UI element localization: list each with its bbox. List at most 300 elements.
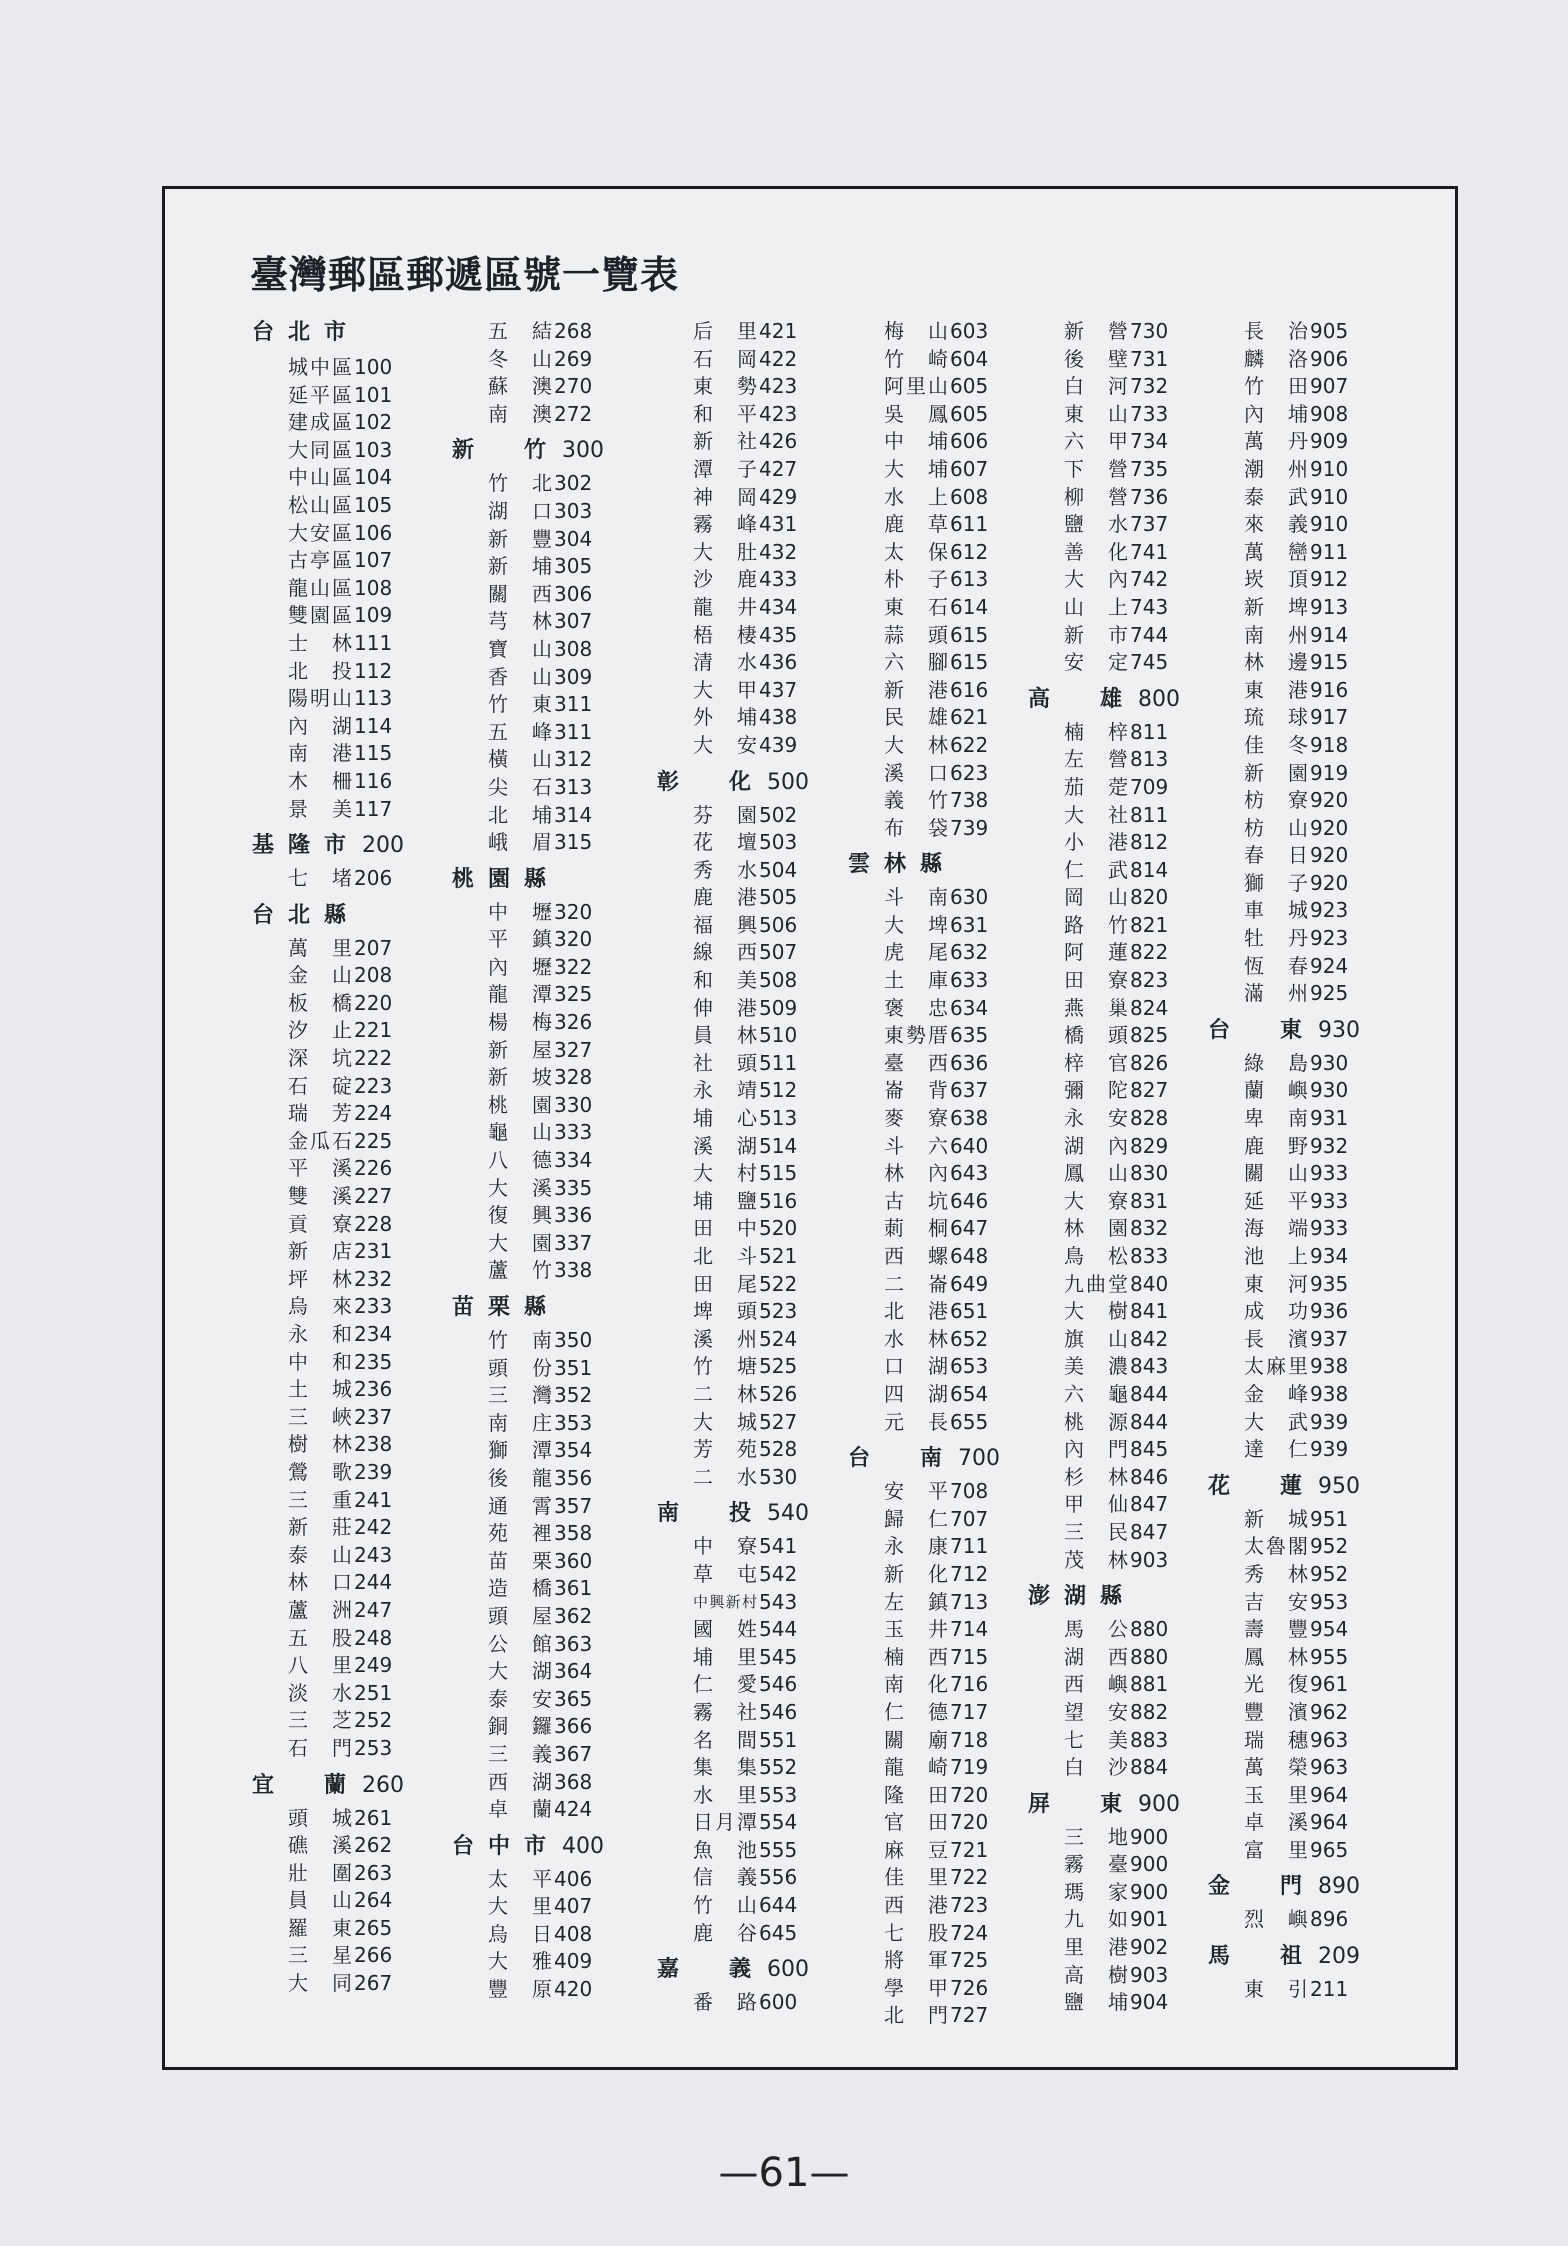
postal-code: 516 — [759, 1188, 798, 1213]
postal-code: 910 — [1310, 484, 1349, 509]
page-title: 臺灣郵區郵遞區號一覽表 — [250, 253, 680, 297]
place-name: 七堵 — [288, 866, 352, 891]
postal-code: 350 — [554, 1328, 593, 1352]
place-name: 八德 — [488, 1148, 552, 1173]
postal-entry — [657, 1589, 809, 1617]
postal-entry — [848, 1533, 1000, 1561]
postal-entry — [848, 428, 1000, 456]
place-name: 褒忠 — [884, 995, 948, 1020]
place-name: 鶯歌 — [288, 1459, 352, 1484]
postal-entry — [657, 1464, 809, 1492]
postal-code: 721 — [950, 1837, 989, 1862]
place-name: 新莊 — [288, 1515, 352, 1540]
place-name: 霧社 — [693, 1699, 757, 1724]
postal-entry — [1208, 1215, 1360, 1243]
place-name: 三星 — [288, 1943, 352, 1968]
place-name: 太保 — [884, 539, 948, 564]
column-2 — [452, 318, 604, 2004]
place-name: 臺西 — [884, 1050, 948, 1075]
place-name: 杉林 — [1064, 1464, 1128, 1489]
place-name: 中興新村 — [693, 1592, 757, 1611]
place-name: 平溪 — [288, 1156, 352, 1181]
place-name: 燕巢 — [1064, 995, 1128, 1020]
postal-entry — [252, 1860, 404, 1888]
postal-code: 822 — [1130, 940, 1169, 965]
postal-entry — [1208, 1644, 1360, 1672]
postal-entry — [252, 630, 404, 658]
column-4 — [848, 318, 1000, 2030]
postal-entry — [252, 796, 404, 824]
postal-entry — [657, 484, 809, 512]
place-name: 頭屋 — [488, 1603, 552, 1628]
postal-entry — [657, 1644, 809, 1672]
postal-entry — [452, 373, 604, 401]
postal-code: 621 — [950, 705, 989, 730]
postal-entry — [452, 346, 604, 374]
postal-code: 511 — [759, 1050, 798, 1075]
place-name: 石門 — [288, 1735, 352, 1760]
postal-entry — [657, 456, 809, 484]
postal-entry — [252, 1735, 404, 1763]
place-name: 柳營 — [1064, 484, 1128, 509]
postal-entry — [848, 1160, 1000, 1188]
postal-entry — [252, 575, 404, 603]
postal-code: 632 — [950, 940, 989, 965]
postal-code: 362 — [554, 1603, 593, 1628]
postal-entry — [848, 912, 1000, 940]
postal-entry — [1028, 346, 1180, 374]
postal-code: 207 — [354, 935, 393, 960]
postal-code: 313 — [554, 774, 593, 799]
postal-entry — [1208, 1506, 1360, 1534]
place-name: 平鎮 — [488, 927, 552, 952]
place-name: 將軍 — [884, 1948, 948, 1973]
postal-code: 100 — [354, 355, 393, 379]
postal-code: 900 — [1138, 1791, 1180, 1817]
place-name: 竹北 — [488, 471, 552, 496]
postal-entry — [1028, 774, 1180, 802]
postal-code: 307 — [554, 609, 593, 634]
postal-code: 508 — [759, 968, 798, 993]
place-name: 芳苑 — [693, 1437, 757, 1462]
postal-entry — [1028, 719, 1180, 747]
place-name: 大雅 — [488, 1949, 552, 1974]
place-name: 鳥松 — [1064, 1244, 1128, 1268]
postal-entry — [848, 566, 1000, 594]
postal-entry — [452, 1202, 604, 1230]
postal-code: 827 — [1130, 1078, 1169, 1103]
postal-code: 909 — [1310, 429, 1349, 454]
place-name: 大甲 — [693, 677, 757, 702]
postal-entry — [848, 787, 1000, 815]
postal-entry — [452, 1465, 604, 1493]
postal-code: 649 — [950, 1271, 989, 1296]
postal-code: 811 — [1130, 719, 1169, 744]
postal-entry — [657, 1920, 809, 1948]
postal-entry — [657, 649, 809, 677]
postal-entry — [1028, 1547, 1180, 1575]
postal-entry — [452, 1520, 604, 1548]
place-name: 新營 — [1064, 319, 1128, 343]
postal-code: 243 — [354, 1542, 393, 1567]
place-name: 日月潭 — [693, 1810, 757, 1835]
place-name: 小港 — [1064, 830, 1128, 855]
postal-entry — [657, 594, 809, 622]
postal-entry — [848, 1298, 1000, 1326]
place-name: 和平 — [693, 401, 757, 426]
place-name: 員林 — [693, 1023, 757, 1048]
place-name: 來義 — [1244, 512, 1308, 537]
postal-code: 432 — [759, 539, 798, 564]
postal-code: 919 — [1310, 760, 1349, 785]
postal-code: 952 — [1310, 1534, 1349, 1559]
postal-code: 720 — [950, 1810, 989, 1835]
place-name: 桃源 — [1064, 1409, 1128, 1434]
postal-code: 305 — [554, 554, 593, 579]
postal-entry — [452, 926, 604, 954]
postal-entry — [657, 1671, 809, 1699]
postal-code: 226 — [354, 1156, 393, 1181]
place-name: 社頭 — [693, 1050, 757, 1075]
postal-entry — [657, 1892, 809, 1920]
postal-code: 302 — [554, 471, 593, 496]
place-name: 林邊 — [1244, 650, 1308, 675]
postal-entry — [848, 1506, 1000, 1534]
place-name: 三峽 — [288, 1404, 352, 1429]
postal-entry — [657, 884, 809, 912]
postal-code: 365 — [554, 1686, 593, 1711]
place-name: 瑞穗 — [1244, 1727, 1308, 1752]
place-name: 內門 — [1064, 1437, 1128, 1462]
postal-code: 434 — [759, 594, 798, 619]
place-name: 獅子 — [1244, 870, 1308, 895]
postal-code: 727 — [950, 2003, 989, 2028]
place-name: 竹田 — [1244, 374, 1308, 399]
postal-code: 920 — [1310, 843, 1349, 868]
place-name: 礁溪 — [288, 1833, 352, 1858]
place-name: 土庫 — [884, 968, 948, 993]
place-name: 雙溪 — [288, 1184, 352, 1209]
postal-entry — [252, 354, 404, 382]
postal-code: 525 — [759, 1354, 798, 1379]
postal-entry — [1028, 511, 1180, 539]
place-name: 線西 — [693, 940, 757, 965]
place-name: 口湖 — [884, 1354, 948, 1379]
place-name: 池上 — [1244, 1244, 1308, 1268]
postal-entry — [1208, 1298, 1360, 1326]
postal-entry — [1208, 704, 1360, 732]
postal-entry — [1028, 1353, 1180, 1381]
postal-entry — [1208, 980, 1360, 1008]
postal-entry — [1208, 484, 1360, 512]
postal-code: 731 — [1130, 346, 1169, 371]
postal-entry — [452, 1382, 604, 1410]
postal-entry — [657, 1298, 809, 1326]
postal-code: 647 — [950, 1216, 989, 1241]
place-name: 冬山 — [488, 346, 552, 371]
postal-entry — [1208, 1326, 1360, 1354]
postal-code: 930 — [1310, 1078, 1349, 1103]
place-name: 下營 — [1064, 456, 1128, 481]
postal-code: 830 — [1130, 1161, 1169, 1186]
postal-entry — [1208, 1160, 1360, 1188]
region-header — [1028, 1782, 1180, 1824]
postal-entry — [1208, 1589, 1360, 1617]
place-name: 建成區 — [288, 410, 352, 435]
place-name: 橫山 — [488, 747, 552, 772]
postal-entry — [657, 566, 809, 594]
postal-code: 636 — [950, 1050, 989, 1075]
place-name: 番路 — [693, 1990, 757, 2015]
region-name: 台北縣 — [252, 902, 346, 928]
postal-code: 266 — [354, 1943, 393, 1968]
place-name: 民雄 — [884, 705, 948, 730]
postal-entry — [252, 1155, 404, 1183]
postal-code: 104 — [354, 465, 393, 490]
place-name: 大肚 — [693, 539, 757, 564]
postal-code: 543 — [759, 1589, 798, 1614]
postal-entry — [1208, 539, 1360, 567]
postal-entry — [1028, 802, 1180, 830]
postal-code: 952 — [1310, 1561, 1349, 1586]
postal-code: 361 — [554, 1576, 593, 1601]
postal-code: 252 — [354, 1708, 393, 1733]
postal-entry — [252, 437, 404, 465]
postal-code: 513 — [759, 1106, 798, 1131]
postal-entry — [1208, 1105, 1360, 1133]
postal-code: 427 — [759, 456, 798, 481]
postal-code: 335 — [554, 1175, 593, 1200]
place-name: 牡丹 — [1244, 926, 1308, 951]
postal-entry — [452, 1009, 604, 1037]
place-name: 延平區 — [288, 382, 352, 407]
postal-code: 635 — [950, 1023, 989, 1048]
place-name: 東石 — [884, 594, 948, 619]
postal-entry — [252, 1514, 404, 1542]
postal-entry — [657, 802, 809, 830]
place-name: 左營 — [1064, 747, 1128, 772]
postal-code: 320 — [554, 899, 593, 924]
place-name: 布袋 — [884, 815, 948, 840]
postal-entry — [848, 995, 1000, 1023]
postal-entry — [1028, 566, 1180, 594]
place-name: 佳里 — [884, 1865, 948, 1890]
postal-entry — [252, 658, 404, 686]
postal-entry — [848, 594, 1000, 622]
postal-code: 554 — [759, 1810, 798, 1835]
place-name: 六甲 — [1064, 429, 1128, 454]
postal-code: 964 — [1310, 1810, 1349, 1835]
place-name: 長濱 — [1244, 1326, 1308, 1351]
postal-code: 260 — [362, 1772, 404, 1798]
place-name: 斗南 — [884, 885, 948, 910]
place-name: 梓官 — [1064, 1050, 1128, 1075]
column-1 — [252, 318, 404, 1998]
postal-code: 634 — [950, 995, 989, 1020]
place-name: 信義 — [693, 1865, 757, 1890]
region-header — [657, 1491, 809, 1533]
postal-code: 707 — [950, 1506, 989, 1531]
place-name: 楠梓 — [1064, 719, 1128, 744]
region-name: 基隆市 — [252, 833, 346, 859]
postal-entry — [848, 1671, 1000, 1699]
place-name: 三芝 — [288, 1708, 352, 1733]
place-name: 大溪 — [488, 1175, 552, 1200]
postal-entry — [657, 1782, 809, 1810]
place-name: 新埔 — [488, 554, 552, 579]
postal-code: 556 — [759, 1865, 798, 1890]
place-name: 二林 — [693, 1381, 757, 1406]
postal-entry — [1208, 1271, 1360, 1299]
postal-entry — [657, 428, 809, 456]
postal-entry — [252, 1680, 404, 1708]
postal-entry — [452, 608, 604, 636]
postal-code: 906 — [1310, 346, 1349, 371]
postal-code: 338 — [554, 1258, 593, 1283]
postal-entry — [1028, 649, 1180, 677]
postal-entry — [848, 484, 1000, 512]
region-name: 花蓮 — [1208, 1473, 1302, 1499]
postal-entry — [1208, 622, 1360, 650]
place-name: 琉球 — [1244, 705, 1308, 730]
place-name: 通霄 — [488, 1493, 552, 1518]
postal-code: 745 — [1130, 650, 1169, 675]
postal-entry — [452, 1893, 604, 1921]
place-name: 關廟 — [884, 1727, 948, 1752]
place-name: 太魯閣 — [1244, 1534, 1308, 1559]
postal-entry — [1208, 1782, 1360, 1810]
postal-code: 900 — [1130, 1879, 1169, 1904]
postal-entry — [657, 1533, 809, 1561]
postal-code: 741 — [1130, 539, 1169, 564]
place-name: 光復 — [1244, 1672, 1308, 1697]
postal-code: 303 — [554, 498, 593, 523]
postal-entry — [848, 1077, 1000, 1105]
place-name: 頭城 — [288, 1805, 352, 1830]
postal-entry — [1028, 967, 1180, 995]
postal-code: 356 — [554, 1465, 593, 1490]
postal-entry — [657, 1077, 809, 1105]
postal-code: 363 — [554, 1631, 593, 1656]
postal-code: 351 — [554, 1355, 593, 1380]
place-name: 潭子 — [693, 456, 757, 481]
postal-entry — [452, 1257, 604, 1285]
postal-code: 509 — [759, 995, 798, 1020]
postal-code: 608 — [950, 484, 989, 509]
postal-code: 368 — [554, 1769, 593, 1794]
postal-code: 605 — [950, 401, 989, 426]
place-name: 大寮 — [1064, 1188, 1128, 1213]
postal-code: 840 — [1130, 1271, 1169, 1296]
postal-code: 352 — [554, 1383, 593, 1408]
postal-entry — [1208, 1133, 1360, 1161]
postal-code: 515 — [759, 1161, 798, 1186]
place-name: 水里 — [693, 1782, 757, 1807]
postal-code: 846 — [1130, 1464, 1169, 1489]
postal-code: 732 — [1130, 374, 1169, 399]
postal-entry — [657, 677, 809, 705]
place-name: 大埔 — [884, 456, 948, 481]
place-name: 豐濱 — [1244, 1699, 1308, 1724]
postal-entry — [452, 526, 604, 554]
postal-code: 720 — [950, 1782, 989, 1807]
postal-entry — [452, 1064, 604, 1092]
postal-code: 933 — [1310, 1188, 1349, 1213]
place-name: 九曲堂 — [1064, 1271, 1128, 1296]
postal-code: 227 — [354, 1184, 393, 1209]
place-name: 鹽水 — [1064, 512, 1128, 537]
postal-code: 735 — [1130, 456, 1169, 481]
postal-code: 526 — [759, 1381, 798, 1406]
postal-code: 540 — [767, 1501, 809, 1527]
postal-entry — [252, 520, 404, 548]
postal-code: 424 — [554, 1797, 593, 1822]
postal-entry — [1028, 939, 1180, 967]
place-name: 埤頭 — [693, 1299, 757, 1324]
postal-code: 623 — [950, 760, 989, 785]
postal-entry — [1208, 1837, 1360, 1865]
postal-code: 117 — [354, 796, 393, 821]
postal-entry — [848, 346, 1000, 374]
region-name: 新竹 — [452, 438, 546, 464]
postal-entry — [452, 1866, 604, 1894]
postal-code: 115 — [354, 741, 393, 766]
postal-entry — [252, 1211, 404, 1239]
postal-entry — [848, 1616, 1000, 1644]
postal-entry — [1028, 1133, 1180, 1161]
place-name: 瑞芳 — [288, 1101, 352, 1126]
place-name: 獅潭 — [488, 1438, 552, 1463]
postal-code: 847 — [1130, 1492, 1169, 1517]
region-header — [252, 318, 404, 354]
postal-code: 733 — [1130, 401, 1169, 426]
postal-code: 631 — [950, 912, 989, 937]
place-name: 萬榮 — [1244, 1755, 1308, 1780]
postal-code: 300 — [562, 438, 604, 464]
postal-code: 239 — [354, 1459, 393, 1484]
postal-entry — [452, 581, 604, 609]
postal-entry — [848, 1589, 1000, 1617]
postal-code: 614 — [950, 594, 989, 619]
place-name: 新市 — [1064, 622, 1128, 647]
postal-code: 653 — [950, 1354, 989, 1379]
postal-entry — [452, 1548, 604, 1576]
postal-code: 918 — [1310, 732, 1349, 757]
postal-code: 823 — [1130, 968, 1169, 993]
postal-entry — [252, 1487, 404, 1515]
postal-entry — [1208, 373, 1360, 401]
postal-entry — [452, 1948, 604, 1976]
postal-code: 923 — [1310, 926, 1349, 951]
postal-entry — [1028, 1022, 1180, 1050]
place-name: 魚池 — [693, 1837, 757, 1862]
postal-entry — [1208, 346, 1360, 374]
postal-entry — [848, 1782, 1000, 1810]
postal-code: 408 — [554, 1921, 593, 1946]
postal-code: 640 — [950, 1133, 989, 1158]
place-name: 高樹 — [1064, 1962, 1128, 1987]
region-header — [1208, 1464, 1360, 1506]
place-name: 頭份 — [488, 1355, 552, 1380]
postal-code: 844 — [1130, 1409, 1169, 1434]
postal-entry — [452, 1119, 604, 1147]
postal-code: 925 — [1310, 981, 1349, 1006]
place-name: 名間 — [693, 1727, 757, 1752]
place-name: 田寮 — [1064, 968, 1128, 993]
postal-code: 825 — [1130, 1023, 1169, 1048]
postal-code: 611 — [950, 512, 989, 537]
place-name: 大湖 — [488, 1659, 552, 1684]
